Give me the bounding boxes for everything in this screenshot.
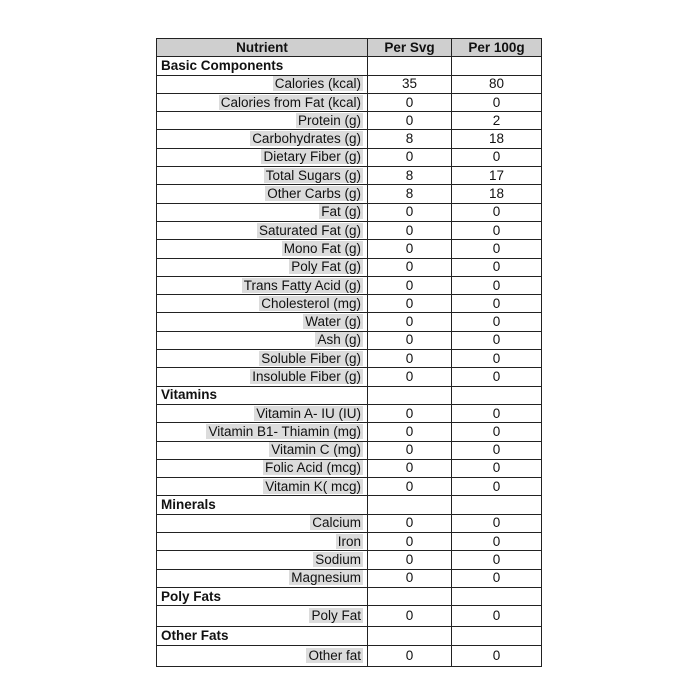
table-row <box>157 148 542 166</box>
nutrient-name-cell <box>157 514 368 532</box>
per-svg-value: 0 <box>368 221 452 239</box>
per-svg-value: 0 <box>368 441 452 459</box>
table-row <box>157 478 542 496</box>
per-svg-value: 0 <box>368 606 452 627</box>
nutrient-name-cell <box>157 203 368 221</box>
nutrient-name-cell <box>157 533 368 551</box>
table-row <box>157 459 542 477</box>
table-body <box>157 57 542 666</box>
table-row <box>157 441 542 459</box>
per-100g-value: 18 <box>452 130 542 148</box>
table-row <box>157 130 542 148</box>
nutrient-name: Calories (kcal) <box>274 76 361 92</box>
per-100g-value: 0 <box>452 93 542 111</box>
nutrient-name-cell <box>157 221 368 239</box>
nutrient-name: Trans Fatty Acid (g) <box>243 277 361 293</box>
nutrient-name: Soluble Fiber (g) <box>261 350 361 366</box>
section-per-100g-empty <box>452 57 542 75</box>
nutrient-name: Ash (g) <box>317 332 361 348</box>
nutrient-name: Folic Acid (mcg) <box>264 460 361 476</box>
nutrient-name-cell <box>157 569 368 587</box>
table-row <box>157 185 542 203</box>
nutrient-name: Calories from Fat (kcal) <box>220 94 361 110</box>
header-nutrient: Nutrient <box>157 39 368 57</box>
nutrient-name: Iron <box>337 533 361 549</box>
per-svg-value: 0 <box>368 240 452 258</box>
per-svg-value: 0 <box>368 368 452 386</box>
nutrient-name: Mono Fat (g) <box>283 240 361 256</box>
per-100g-value: 0 <box>452 404 542 422</box>
per-100g-value: 0 <box>452 331 542 349</box>
table-row <box>157 276 542 294</box>
table-row <box>157 167 542 185</box>
nutrient-name-cell <box>157 478 368 496</box>
per-svg-value: 0 <box>368 551 452 569</box>
header-per-svg: Per Svg <box>368 39 452 57</box>
nutrient-name-cell <box>157 606 368 627</box>
header-per-100g: Per 100g <box>452 39 542 57</box>
table-row <box>157 221 542 239</box>
per-100g-value: 18 <box>452 185 542 203</box>
per-svg-value: 0 <box>368 331 452 349</box>
nutrient-name: Dietary Fiber (g) <box>263 149 361 165</box>
per-svg-value: 0 <box>368 404 452 422</box>
section-row <box>157 496 542 514</box>
table-row <box>157 331 542 349</box>
nutrient-name-cell <box>157 350 368 368</box>
section-per-100g-empty <box>452 627 542 645</box>
table-row <box>157 533 542 551</box>
per-svg-value: 0 <box>368 569 452 587</box>
nutrient-name-cell <box>157 240 368 258</box>
table-row <box>157 295 542 313</box>
nutrient-name-cell <box>157 295 368 313</box>
nutrient-name: Water (g) <box>305 314 361 330</box>
table-row <box>157 93 542 111</box>
section-row <box>157 57 542 75</box>
per-svg-value: 0 <box>368 423 452 441</box>
section-per-svg-empty <box>368 386 452 404</box>
section-per-svg-empty <box>368 587 452 605</box>
per-100g-value: 0 <box>452 533 542 551</box>
table-row <box>157 645 542 666</box>
per-svg-value: 0 <box>368 313 452 331</box>
per-svg-value: 0 <box>368 478 452 496</box>
nutrient-name-cell <box>157 258 368 276</box>
per-100g-value: 0 <box>452 295 542 313</box>
section-title: Basic Components <box>157 57 368 75</box>
table-row <box>157 423 542 441</box>
nutrient-name-cell <box>157 313 368 331</box>
nutrient-name-cell <box>157 441 368 459</box>
per-svg-value: 0 <box>368 459 452 477</box>
section-per-100g-empty <box>452 496 542 514</box>
per-svg-value: 8 <box>368 185 452 203</box>
table-row <box>157 350 542 368</box>
per-100g-value: 0 <box>452 423 542 441</box>
per-svg-value: 0 <box>368 514 452 532</box>
per-100g-value: 0 <box>452 148 542 166</box>
section-title: Vitamins <box>157 386 368 404</box>
per-100g-value: 0 <box>452 478 542 496</box>
section-per-svg-empty <box>368 57 452 75</box>
nutrient-name: Vitamin K( mcg) <box>265 478 361 494</box>
section-title: Poly Fats <box>157 587 368 605</box>
per-100g-value: 0 <box>452 313 542 331</box>
nutrient-name-cell <box>157 185 368 203</box>
nutrient-name: Carbohydrates (g) <box>252 131 361 147</box>
nutrient-name-cell <box>157 130 368 148</box>
section-per-svg-empty <box>368 627 452 645</box>
nutrient-name-cell <box>157 276 368 294</box>
per-100g-value: 17 <box>452 167 542 185</box>
table-row <box>157 112 542 130</box>
per-100g-value: 0 <box>452 350 542 368</box>
per-100g-value: 0 <box>452 276 542 294</box>
section-per-svg-empty <box>368 496 452 514</box>
nutrient-name-cell <box>157 75 368 93</box>
section-row <box>157 627 542 645</box>
per-svg-value: 0 <box>368 112 452 130</box>
nutrient-name-cell <box>157 93 368 111</box>
nutrient-name-cell <box>157 148 368 166</box>
per-svg-value: 0 <box>368 350 452 368</box>
per-100g-value: 0 <box>452 441 542 459</box>
per-100g-value: 0 <box>452 240 542 258</box>
table-row <box>157 75 542 93</box>
table-row <box>157 258 542 276</box>
nutrient-name: Sodium <box>315 551 361 567</box>
per-100g-value: 0 <box>452 258 542 276</box>
nutrient-name-cell <box>157 331 368 349</box>
table-row <box>157 569 542 587</box>
per-100g-value: 0 <box>452 551 542 569</box>
per-svg-value: 0 <box>368 148 452 166</box>
nutrient-name-cell <box>157 404 368 422</box>
per-svg-value: 0 <box>368 533 452 551</box>
per-100g-value: 0 <box>452 569 542 587</box>
nutrient-name: Other fat <box>308 647 361 663</box>
per-100g-value: 0 <box>452 368 542 386</box>
section-per-100g-empty <box>452 587 542 605</box>
per-svg-value: 0 <box>368 93 452 111</box>
section-title: Other Fats <box>157 627 368 645</box>
per-svg-value: 8 <box>368 130 452 148</box>
nutrient-name: Saturated Fat (g) <box>258 222 361 238</box>
header-row <box>157 39 542 57</box>
nutrient-name-cell <box>157 167 368 185</box>
section-title: Minerals <box>157 496 368 514</box>
nutrient-name: Calcium <box>312 515 361 531</box>
section-row <box>157 587 542 605</box>
section-per-100g-empty <box>452 386 542 404</box>
per-100g-value: 0 <box>452 221 542 239</box>
nutrient-name: Vitamin A- IU (IU) <box>256 405 361 421</box>
nutrient-name: Poly Fat <box>311 608 361 624</box>
nutrient-name-cell <box>157 423 368 441</box>
per-svg-value: 0 <box>368 203 452 221</box>
nutrition-table <box>156 38 542 667</box>
per-100g-value: 80 <box>452 75 542 93</box>
per-100g-value: 0 <box>452 645 542 666</box>
per-svg-value: 35 <box>368 75 452 93</box>
per-100g-value: 0 <box>452 606 542 627</box>
table-row <box>157 240 542 258</box>
table-row <box>157 606 542 627</box>
nutrient-name: Total Sugars (g) <box>265 167 361 183</box>
nutrient-name-cell <box>157 551 368 569</box>
per-100g-value: 0 <box>452 514 542 532</box>
nutrient-name-cell <box>157 459 368 477</box>
per-svg-value: 0 <box>368 276 452 294</box>
section-row <box>157 386 542 404</box>
nutrient-name-cell <box>157 112 368 130</box>
nutrient-name-cell <box>157 645 368 666</box>
per-100g-value: 0 <box>452 203 542 221</box>
per-svg-value: 8 <box>368 167 452 185</box>
per-svg-value: 0 <box>368 295 452 313</box>
nutrient-name: Vitamin C (mg) <box>271 442 361 458</box>
nutrient-name: Vitamin B1- Thiamin (mg) <box>208 423 361 439</box>
nutrient-name: Magnesium <box>291 570 361 586</box>
per-100g-value: 2 <box>452 112 542 130</box>
per-svg-value: 0 <box>368 645 452 666</box>
table-row <box>157 404 542 422</box>
per-svg-value: 0 <box>368 258 452 276</box>
table-row <box>157 514 542 532</box>
nutrient-name: Insoluble Fiber (g) <box>252 368 361 384</box>
per-100g-value: 0 <box>452 459 542 477</box>
table-row <box>157 368 542 386</box>
nutrient-name-cell <box>157 368 368 386</box>
nutrient-name: Fat (g) <box>321 204 361 220</box>
nutrient-name: Protein (g) <box>297 112 361 128</box>
table-row <box>157 313 542 331</box>
nutrient-name: Cholesterol (mg) <box>261 295 361 311</box>
nutrient-name: Poly Fat (g) <box>291 259 361 275</box>
table-row <box>157 203 542 221</box>
table-row <box>157 551 542 569</box>
nutrient-name: Other Carbs (g) <box>267 186 361 202</box>
